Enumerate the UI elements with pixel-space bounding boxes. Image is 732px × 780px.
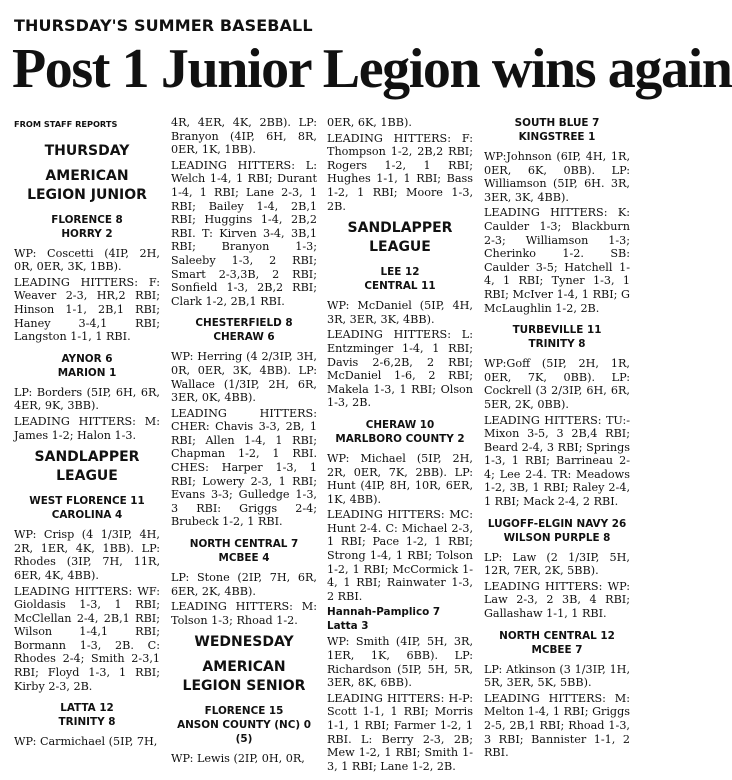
day-heading: WEDNESDAY bbox=[194, 634, 294, 651]
hitters-line: LEADING HITTERS: F: Thompson 1-2, 2B,2 RBI; Rogers 1-2, 1 RBI; Hughes 1-1, 1 RBI; Bass 1-2, 1 RBI; Moore 1-3, 2B. bbox=[327, 131, 473, 213]
hitters-line: LEADING HITTERS: M: Melton 1-4, 1 RBI; Griggs 2-5, 2B,1 RBI; Rhoad 1-3, 3 RBI; Bannister 1-1, 2 RBI. bbox=[484, 691, 630, 760]
game-heading: FLORENCE 8 HORRY 2 bbox=[51, 213, 123, 240]
hitters-line: LEADING HITTERS: H-P: Scott 1-1, 1 RBI; Morris 1-1, 1 RBI; Farmer 1-2, 1 RBI. L: Berry 2-3, 2B; Mew 1-2, 1 RBI; Smith 1-3, 1 RBI; Lane 1-2, 2B. bbox=[327, 691, 473, 773]
hitters-line: LEADING HITTERS: M: Tolson 1-3; Rhoad 1-2. bbox=[171, 600, 317, 627]
hitters-line: LEADING HITTERS: L: Welch 1-4, 1 RBI; Durant 1-4, 1 RBI; Lane 2-3, 1 RBI; Bailey 1-4, 2B,1 RBI; Huggins 1-4, 2B,2 RBI. T: Kirven 3-4, 3B,1 RBI; Branyon 1-3; Saleeby 1-3, 2 RBI; Smart 2-3,3B, 2 RBI; Sonfield 1-3, 2B,2 RBI; Clark 1-2, 2B,1 RBI. bbox=[171, 158, 317, 308]
game-heading: NORTH CENTRAL 12 MCBEE 7 bbox=[499, 629, 615, 656]
hitters-line: LEADING HITTERS: K: Caulder 1-3; Blackburn 2-3; Williamson 1-3; Cherinko 1-2. SB: Caulder 3-5; Hatchell 1-4, 1 RBI; Tyner 1-3, 1 RBI; McIver 1-4, 1 RBI; G McLaughlin 1-2, 2B. bbox=[484, 206, 630, 315]
column-2 bbox=[171, 116, 317, 780]
game-heading: CHERAW 10 MARLBORO COUNTY 2 bbox=[335, 418, 465, 445]
pitching-line: LP: Atkinson (3 1/3IP, 1H, 5R, 3ER, 5K, 5BB). bbox=[484, 662, 630, 690]
game-heading: LEE 12 CENTRAL 11 bbox=[364, 266, 436, 293]
league-heading: SANDLAPPER LEAGUE bbox=[34, 449, 140, 485]
league-heading: SANDLAPPER LEAGUE bbox=[347, 220, 453, 256]
hitters-line: LEADING HITTERS: F: Weaver 2-3, HR,2 RBI; Hinson 1-1, 2B,1 RBI; Haney 3-4,1 RBI; Langston 1-1, 1 RBI. bbox=[14, 275, 160, 344]
byline: FROM STAFF REPORTS bbox=[14, 119, 118, 129]
pitching-line: WP: Carmichael (5IP, 7H, bbox=[14, 735, 158, 749]
pitching-line: LP: Law (2 1/3IP, 5H, 12R, 7ER, 2K, 5BB). bbox=[484, 550, 630, 578]
game-heading: LATTA 12 TRINITY 8 bbox=[58, 702, 116, 729]
hitters-line: LEADING HITTERS: CHER: Chavis 3-3, 2B, 1 RBI; Allen 1-4, 1 RBI; Chapman 1-2, 1 RBI. CHES: Harper 1-3, 1 RBI; Lowery 2-3, 1 RBI; Evans 3-3; Gulledge 1-3, 3 RBI: Griggs 2-4; Brubeck 1-2, 1 RBI. bbox=[171, 406, 317, 529]
section-kicker: THURSDAY'S SUMMER BASEBALL bbox=[14, 16, 313, 35]
pitching-line: WP: Lewis (2IP, 0H, 0R, bbox=[171, 752, 305, 766]
hitters-line: LEADING HITTERS: MC: Hunt 2-4. C: Michael 2-3, 1 RBI; Pace 1-2, 1 RBI; Strong 1-4, 1 RBI; Tolson 1-2, 1 RBI; McCormick 1-4, 1 RBI; Rainwater 1-3, 2 RBI. bbox=[327, 508, 473, 603]
pitching-line: WP:Johnson (6IP, 4H, 1R, 0ER, 6K, 0BB). LP: Williamson (5IP, 6H. 3R, 3ER, 3K, 4BB). bbox=[484, 150, 630, 204]
game-heading: AYNOR 6 MARION 1 bbox=[57, 352, 117, 379]
hitters-line: LEADING HITTERS: M: James 1-2; Halon 1-3. bbox=[14, 414, 160, 442]
game-heading: FLORENCE 15 ANSON COUNTY (NC) 0 (5) bbox=[177, 705, 311, 746]
pitching-line: 4R, 4ER, 4K, 2BB). LP: Branyon (4IP, 6H, 8R, 0ER, 1K, 1BB). bbox=[171, 116, 317, 157]
league-heading: AMERICAN LEGION SENIOR bbox=[182, 659, 306, 695]
pitching-line: WP:Goff (5IP, 2H, 1R, 0ER, 7K, 0BB). LP: Cockrell (3 2/3IP, 6H, 6R, 5ER, 2K, 0BB). bbox=[484, 357, 630, 411]
pitching-line: WP: McDaniel (5IP, 4H, 3R, 3ER, 3K, 4BB). bbox=[327, 299, 473, 326]
column-4 bbox=[484, 116, 630, 780]
day-heading: THURSDAY bbox=[44, 142, 130, 159]
pitching-line: 0ER, 6K, 1BB). bbox=[327, 116, 412, 129]
game-heading: TURBEVILLE 11 TRINITY 8 bbox=[512, 324, 602, 351]
hitters-line: LEADING HITTERS: L: Entzminger 1-4, 1 RBI; Davis 2-6,2B, 2 RBI; McDaniel 1-6, 2 RBI; Makela 1-3, 1 RBI; Olson 1-3, 2B. bbox=[327, 328, 473, 410]
headline: Post 1 Junior Legion wins again bbox=[12, 38, 732, 100]
hitters-line: LEADING HITTERS: TU:- Mixon 3-5, 3 2B,4 RBI; Beard 2-4, 3 RBI; Springs 1-3, 1 RBI; Barrineau 2-4; Lee 2-4. TR: Meadows 1-2, 3B, 1 RBI; Raley 2-4, 1 RBI; Mack 2-4, 2 RBI. bbox=[484, 413, 630, 509]
pitching-line: LP: Borders (5IP, 6H, 6R, 4ER, 9K, 3BB). bbox=[14, 385, 160, 413]
hitters-line: LEADING HITTERS: WP: Law 2-3, 2 3B, 4 RBI; Gallashaw 1-1, 1 RBI. bbox=[484, 579, 630, 621]
pitching-line: WP: Coscetti (4IP, 2H, 0R, 0ER, 3K, 1BB). bbox=[14, 246, 160, 274]
pitching-line: WP: Herring (4 2/3IP, 3H, 0R, 0ER, 3K, 4BB). LP: Wallace (1/3IP, 2H, 6R, 3ER, 0K, 4BB). bbox=[171, 350, 317, 405]
pitching-line: WP: Michael (5IP, 2H, 2R, 0ER, 7K, 2BB). LP: Hunt (4IP, 8H, 10R, 6ER, 1K, 4BB). bbox=[327, 451, 473, 506]
pitching-line: WP: Smith (4IP, 5H, 3R, 1ER, 1K, 6BB). LP: Richardson (5IP, 5H, 5R, 3ER, 8K, 6BB). bbox=[327, 635, 473, 690]
game-heading: NORTH CENTRAL 7 MCBEE 4 bbox=[189, 538, 299, 565]
column-3 bbox=[327, 116, 473, 780]
game-heading: Hannah-Pamplico 7 Latta 3 bbox=[327, 606, 441, 633]
hitters-line: LEADING HITTERS: WF: Gioldasis 1-3, 1 RBI; McClellan 2-4, 2B,1 RBI; Wilson 1-4,1 RBI; Bormann 1-3, 2B. C: Rhodes 2-4; Smith 2-3,1 RBI; Floyd 1-3, 1 RBI; Kirby 2-3, 2B. bbox=[14, 584, 160, 693]
game-heading: LUGOFF-ELGIN NAVY 26 WILSON PURPLE 8 bbox=[487, 517, 627, 544]
pitching-line: WP: Crisp (4 1/3IP, 4H, 2R, 1ER, 4K, 1BB). LP: Rhodes (3IP, 7H, 11R, 6ER, 4K, 4BB). bbox=[14, 528, 160, 582]
column-1 bbox=[14, 116, 160, 780]
game-heading: CHESTERFIELD 8 CHERAW 6 bbox=[195, 317, 293, 344]
league-heading: AMERICAN LEGION JUNIOR bbox=[27, 167, 147, 203]
game-heading: SOUTH BLUE 7 KINGSTREE 1 bbox=[514, 117, 600, 143]
pitching-line: LP: Stone (2IP, 7H, 6R, 6ER, 2K, 4BB). bbox=[171, 571, 317, 598]
game-heading: WEST FLORENCE 11 CAROLINA 4 bbox=[29, 495, 145, 522]
